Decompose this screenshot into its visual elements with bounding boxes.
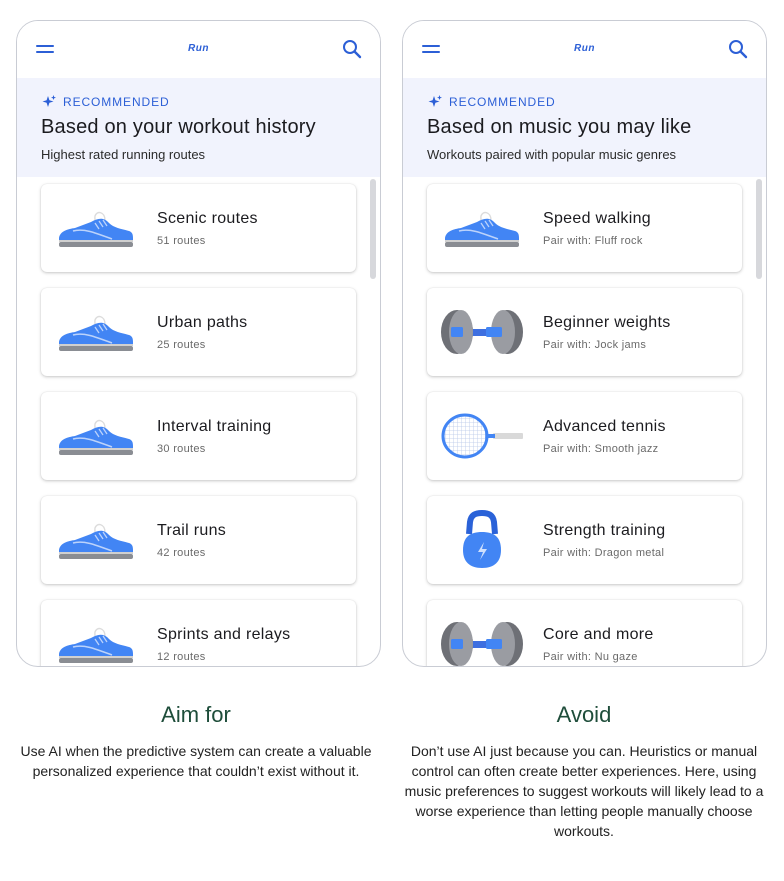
- card-subtitle: 12 routes: [157, 651, 206, 663]
- avoid-heading: Avoid: [556, 702, 612, 727]
- card-subtitle: Pair with: Dragon metal: [543, 547, 665, 559]
- avoid-description: Don’t use AI just because you can. Heuristics or manual control can often create better experiences. Here, using music preferences to suggest workouts will likely lead to a worse experience than letting people manually choose workouts.: [404, 743, 764, 839]
- card-subtitle: Pair with: Jock jams: [543, 339, 647, 351]
- recommended-label: [427, 94, 556, 110]
- kettlebell-icon: [441, 510, 523, 570]
- card-title: Advanced tennis: [543, 418, 666, 435]
- top-app-bar: [17, 21, 380, 78]
- card-title: Interval training: [157, 418, 272, 435]
- aim-for-description: Use AI when the predictive system can create a valuable personalized experience that couldn’t exist without it.: [20, 743, 372, 779]
- recommendation-header: [403, 78, 766, 177]
- card-title: Strength training: [543, 522, 666, 539]
- recommended-label: [41, 94, 170, 110]
- card-title: Scenic routes: [157, 210, 258, 227]
- top-app-bar: [403, 21, 766, 78]
- search-icon[interactable]: [342, 39, 362, 59]
- recommendation-subtitle: Workouts paired with popular music genres: [427, 147, 677, 162]
- card-subtitle: Pair with: Smooth jazz: [543, 443, 659, 455]
- card-subtitle: 51 routes: [157, 235, 206, 247]
- list-card-trail-runs[interactable]: [41, 496, 356, 584]
- sparkle-icon: [41, 94, 57, 110]
- list-card-core-and-more[interactable]: [427, 600, 742, 666]
- sneaker-icon: [55, 406, 137, 466]
- card-subtitle: 42 routes: [157, 547, 206, 559]
- list-card-speed-walking[interactable]: [427, 184, 742, 272]
- card-title: Core and more: [543, 626, 654, 643]
- card-subtitle: 30 routes: [157, 443, 206, 455]
- card-title: Sprints and relays: [157, 626, 291, 643]
- sparkle-icon: [427, 94, 443, 110]
- card-subtitle: 25 routes: [157, 339, 206, 351]
- search-icon[interactable]: [728, 39, 748, 59]
- scrollbar-thumb[interactable]: [370, 179, 376, 279]
- recommendation-subtitle: Highest rated running routes: [41, 147, 206, 162]
- recommended-text: RECOMMENDED: [63, 95, 170, 109]
- card-title: Speed walking: [543, 210, 651, 227]
- left-phone-mockup: [16, 20, 381, 667]
- card-title: Trail runs: [157, 522, 227, 539]
- sneaker-icon: [55, 614, 137, 666]
- dumbbell-icon: [441, 302, 523, 362]
- recommendation-header: [17, 78, 380, 177]
- right-phone-mockup: [402, 20, 767, 667]
- list-card-interval-training[interactable]: [41, 392, 356, 480]
- sneaker-icon: [441, 198, 523, 258]
- list-card-scenic-routes[interactable]: [41, 184, 356, 272]
- card-subtitle: Pair with: Fluff rock: [543, 235, 643, 247]
- sneaker-icon: [55, 198, 137, 258]
- aim-for-heading: Aim for: [161, 702, 231, 727]
- app-title: Run: [574, 43, 595, 54]
- scrollbar-thumb[interactable]: [756, 179, 762, 279]
- recommendation-title: Based on music you may like: [427, 116, 692, 138]
- card-title: Urban paths: [157, 314, 248, 331]
- recommended-text: RECOMMENDED: [449, 95, 556, 109]
- list-card-urban-paths[interactable]: [41, 288, 356, 376]
- dumbbell-icon: [441, 614, 523, 666]
- card-list: [403, 177, 766, 666]
- recommendation-title: Based on your workout history: [41, 116, 316, 138]
- list-card-advanced-tennis[interactable]: [427, 392, 742, 480]
- list-card-beginner-weights[interactable]: [427, 288, 742, 376]
- sneaker-icon: [55, 302, 137, 362]
- tennis-racket-icon: [441, 406, 523, 466]
- list-card-sprints-and-relays[interactable]: [41, 600, 356, 666]
- sneaker-icon: [55, 510, 137, 570]
- card-list: [17, 177, 380, 666]
- card-subtitle: Pair with: Nu gaze: [543, 651, 638, 663]
- card-title: Beginner weights: [543, 314, 671, 331]
- app-title: Run: [188, 43, 209, 54]
- list-card-strength-training[interactable]: [427, 496, 742, 584]
